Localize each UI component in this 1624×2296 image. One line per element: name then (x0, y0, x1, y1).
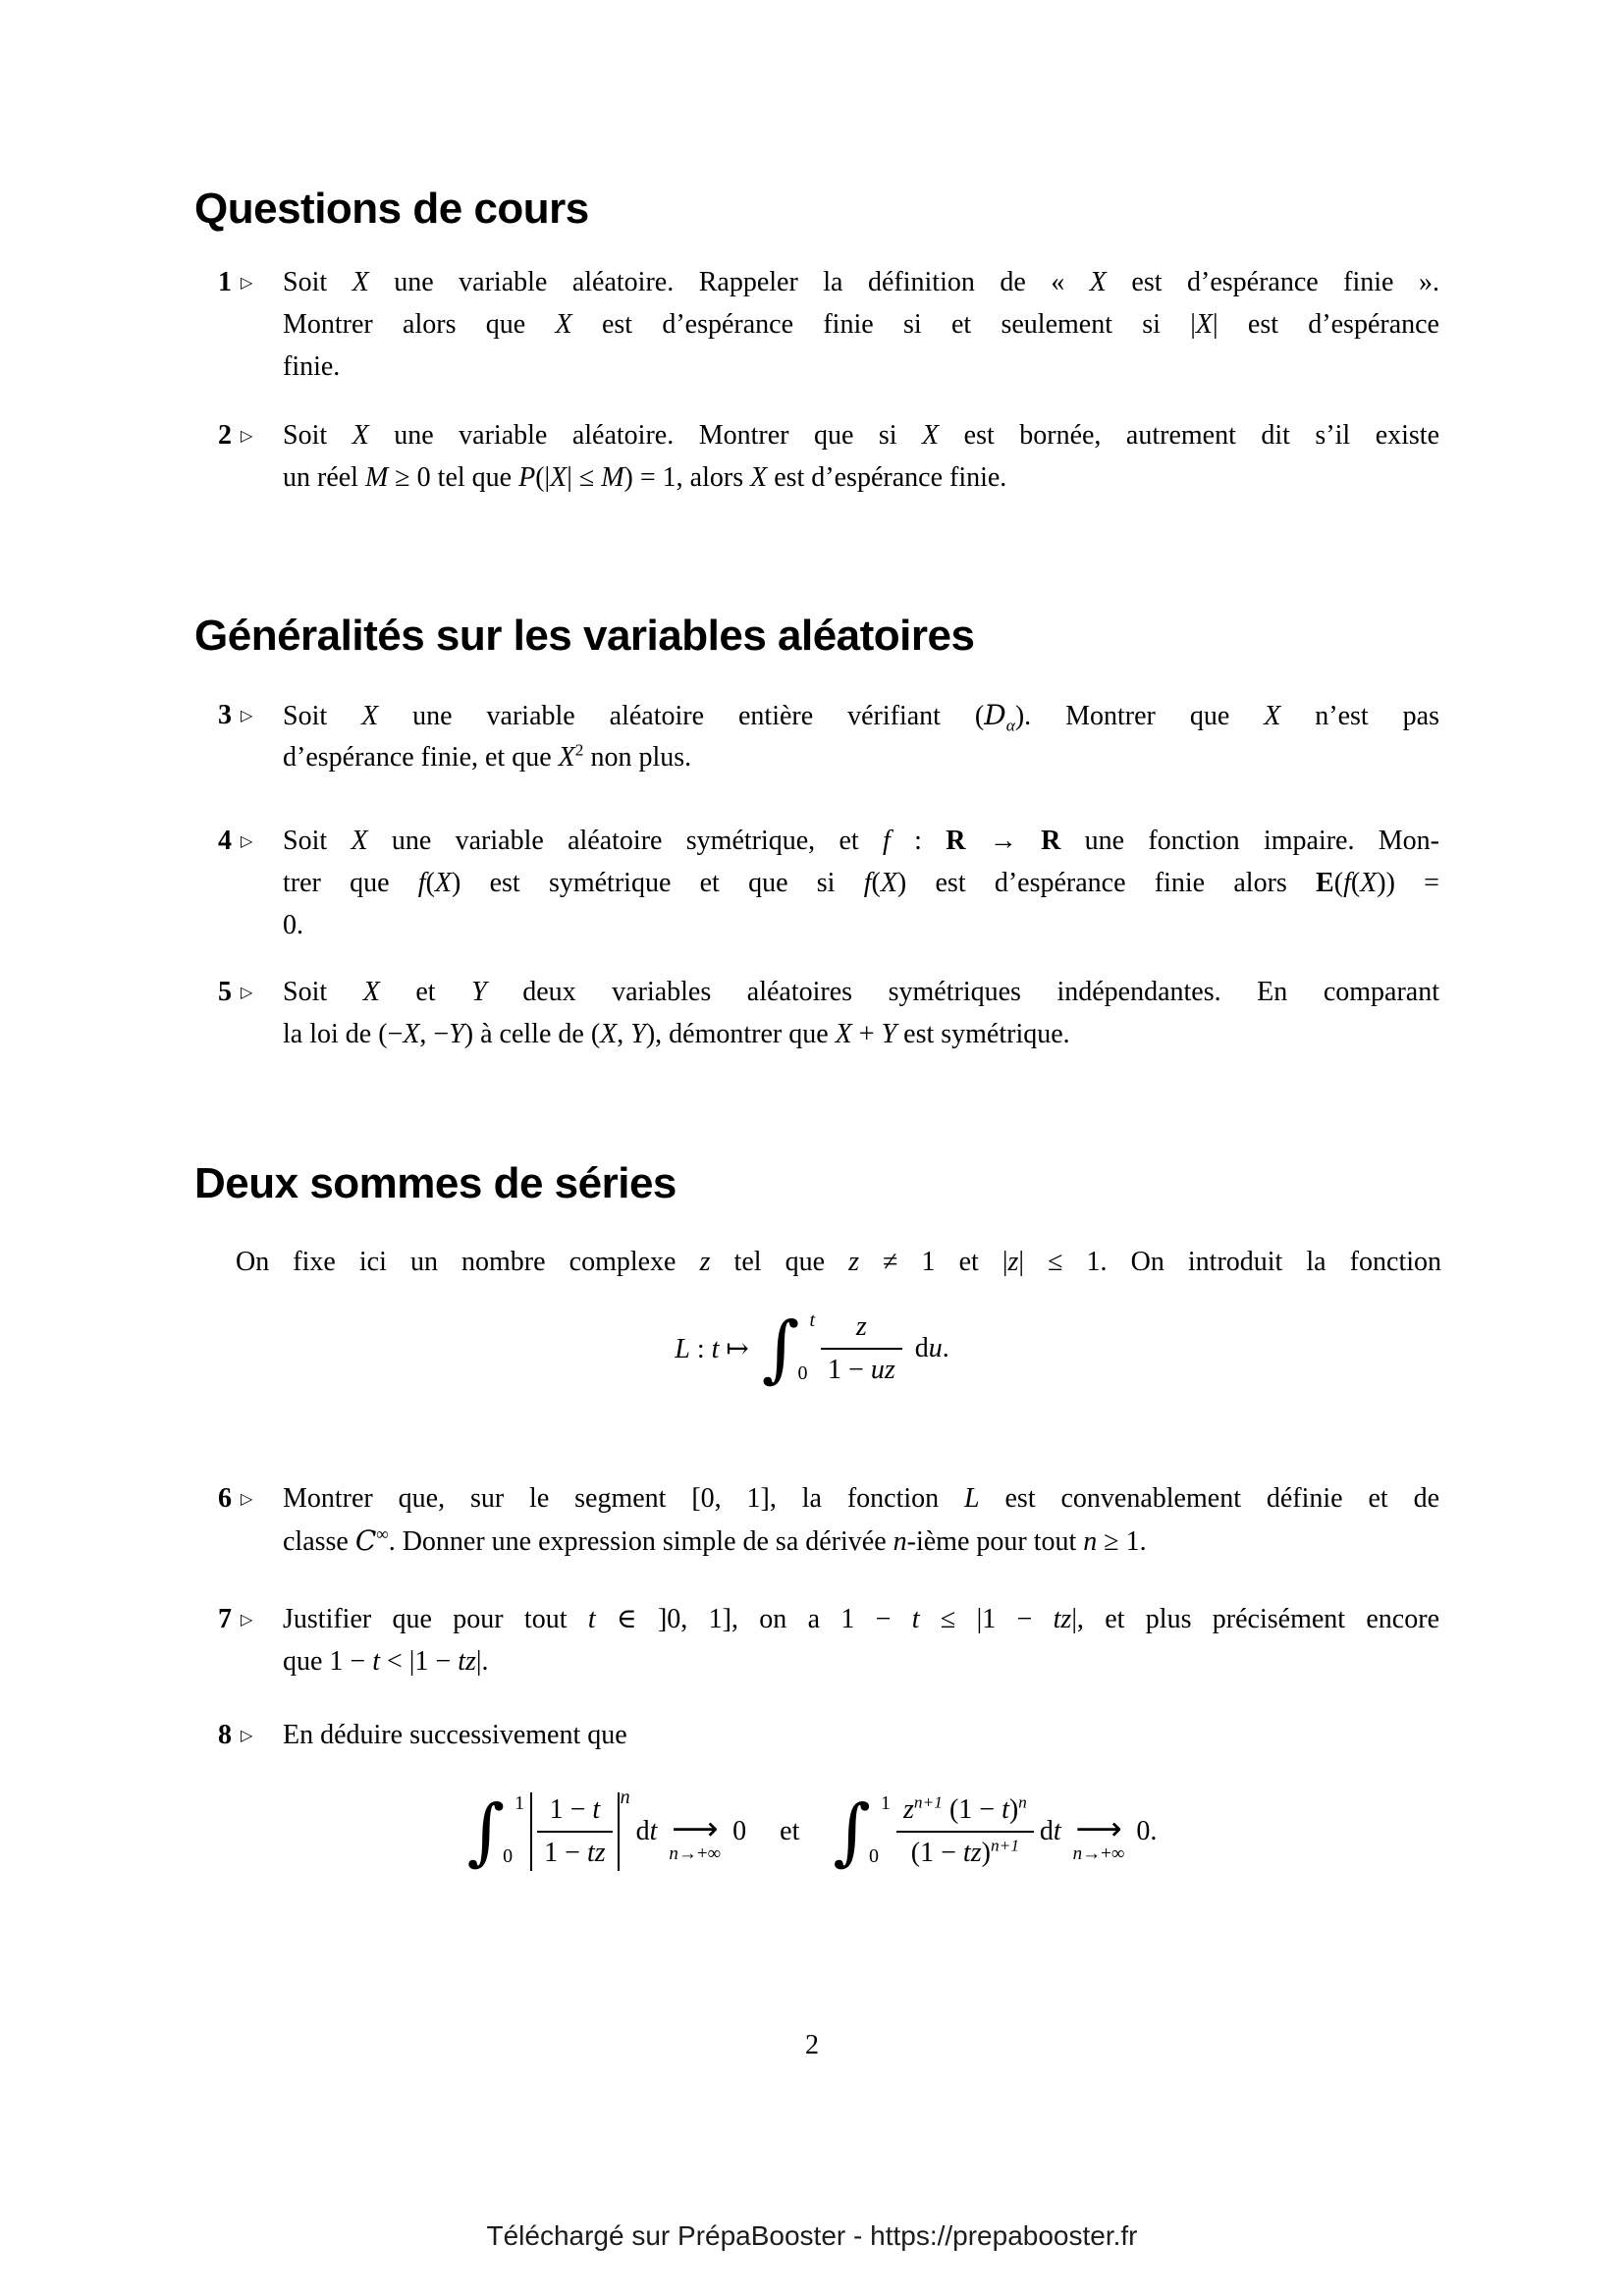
triangle-marker-icon: ▷ (241, 426, 253, 445)
question-item-2 (218, 414, 1439, 499)
integral-group-a (467, 1790, 525, 1874)
question-number: 5 (218, 977, 232, 1007)
question-text (283, 1714, 1439, 1756)
fraction-numerator: $z^{n+1}$ $(1 - t)^n$ (902, 1792, 1027, 1826)
fraction-denominator: 1 − tz (537, 1831, 612, 1869)
question-label (218, 694, 283, 739)
question-label (218, 1598, 283, 1643)
formula-differential: dt (1039, 1816, 1061, 1846)
question-number: 8 (218, 1720, 232, 1750)
question-number: 3 (218, 700, 232, 730)
integral-limits (799, 1308, 815, 1391)
triangle-marker-icon: ▷ (241, 1726, 253, 1744)
question-item-7 (218, 1598, 1439, 1682)
question-label (218, 1477, 283, 1522)
integral-group (762, 1308, 815, 1391)
question-number: 4 (218, 826, 232, 856)
question-text (283, 1477, 1439, 1562)
text-line: Montrer alors que X est d’espérance finie si et seulement si |X| est d’espérance (283, 309, 1439, 340)
page-number: 2 (805, 2030, 819, 2060)
question-item-8 (218, 1714, 1439, 1759)
limit-value: 0 (732, 1816, 747, 1846)
section-title-generalites: Généralités sur les variables aléatoires (194, 612, 975, 660)
question-item-6 (218, 1477, 1439, 1562)
question-label (218, 414, 283, 459)
text-line: trer que f(X) est symétrique et que si f(X) est d’espérance finie alors E(f(X)) = (283, 868, 1439, 898)
question-item-1 (218, 261, 1439, 388)
integral-icon: ∫ (466, 1789, 506, 1874)
text-line: 0. (283, 910, 303, 940)
formula-L-definition (0, 1294, 1624, 1404)
question-text (283, 820, 1439, 946)
question-text (283, 1598, 1439, 1682)
intro-paragraph: On fixe ici un nombre complexe z tel que z ≠ 1 et |z| ≤ 1. On introduit la fonction (236, 1247, 1441, 1277)
formula-lhs: L : t ↦ (675, 1334, 756, 1364)
text-line: Justifier que pour tout t ∈ ]0, 1], on a 1 − t ≤ |1 − tz|, et plus précisément encore (283, 1604, 1439, 1634)
section-title-deux-sommes: Deux sommes de séries (194, 1159, 677, 1207)
text-line: En déduire successivement que (283, 1720, 627, 1750)
text-line: la loi de (−X, −Y) à celle de (X, Y), démontrer que X + Y est symétrique. (283, 1019, 1070, 1049)
question-label (218, 261, 283, 306)
integral-lower-bound: 0 (868, 1844, 879, 1867)
absolute-value-bars (530, 1792, 619, 1870)
section-title-questions-de-cours: Questions de cours (194, 185, 589, 233)
integral-upper-bound: t (809, 1308, 816, 1331)
fraction-denominator: 1 − uz (821, 1348, 902, 1386)
fraction-numerator: z (855, 1311, 867, 1343)
abs-power-group (530, 1787, 630, 1870)
long-arrow-icon: ⟶ (672, 1808, 719, 1847)
question-item-3 (218, 694, 1439, 778)
triangle-marker-icon: ▷ (241, 1610, 253, 1629)
question-number: 2 (218, 420, 232, 451)
limits-formula (0, 1775, 1624, 1889)
integral-limits (868, 1790, 891, 1874)
integral-icon: ∫ (761, 1307, 800, 1391)
text-line: finie. (283, 351, 341, 382)
limit-arrow-group (1072, 1808, 1125, 1865)
long-arrow-icon: ⟶ (1075, 1808, 1122, 1847)
integral-group-b (833, 1790, 891, 1874)
question-text (283, 414, 1439, 499)
et-separator: et (780, 1816, 800, 1846)
exponent: n (620, 1787, 630, 1809)
triangle-marker-icon: ▷ (241, 831, 253, 850)
integral-lower-bound: 0 (797, 1362, 808, 1384)
question-item-5 (218, 971, 1439, 1055)
triangle-marker-icon: ▷ (241, 273, 253, 292)
question-item-4 (218, 820, 1439, 946)
question-number: 6 (218, 1483, 232, 1514)
question-label (218, 1714, 283, 1759)
limit-value: 0. (1136, 1816, 1158, 1846)
question-text (283, 261, 1439, 388)
triangle-marker-icon: ▷ (241, 983, 253, 1001)
question-label (218, 971, 283, 1016)
triangle-marker-icon: ▷ (241, 706, 253, 724)
integral-icon: ∫ (833, 1789, 871, 1874)
text-line: Soit X une variable aléatoire entière vérifiant $(D_\alpha)$. Montrer que X n’est pas (283, 699, 1439, 735)
limit-arrow-label: n→+∞ (1072, 1843, 1125, 1865)
fraction (896, 1794, 1034, 1868)
text-line: Soit X et Y deux variables aléatoires symétriques indépendantes. En comparant (283, 977, 1439, 1007)
question-label (218, 820, 283, 865)
question-text (283, 971, 1439, 1055)
formula-differential: dt (635, 1816, 658, 1846)
footer-credit: Téléchargé sur PrépaBooster - https://prepabooster.fr (486, 2220, 1138, 2251)
fraction-denominator: (1 − tz)$^{n+1}$ (896, 1831, 1034, 1869)
limit-arrow-group (669, 1808, 722, 1865)
fraction (537, 1794, 612, 1868)
limit-arrow-label: n→+∞ (669, 1843, 722, 1865)
text-line: un réel M ≥ 0 tel que P(|X| ≤ M) = 1, alors X est d’espérance finie. (283, 462, 1007, 493)
formula-differential: du. (907, 1333, 949, 1363)
text-line: d’espérance finie, et que $X^2$ non plus. (283, 740, 692, 773)
text-line: Soit X une variable aléatoire symétrique, et f : R → R une fonction impaire. Mon- (283, 826, 1440, 856)
question-number: 1 (218, 267, 232, 297)
integral-lower-bound: 0 (503, 1844, 514, 1867)
integral-limits (505, 1790, 524, 1874)
text-line: Soit X une variable aléatoire. Rappeler la définition de « X est d’espérance finie ». (283, 267, 1439, 297)
text-line: Montrer que, sur le segment [0, 1], la fonction L est convenablement définie et de (283, 1483, 1439, 1514)
question-number: 7 (218, 1604, 232, 1634)
text-line: Soit X une variable aléatoire. Montrer que si X est bornée, autrement dit s’il existe (283, 420, 1439, 451)
integral-upper-bound: 1 (880, 1791, 891, 1814)
triangle-marker-icon: ▷ (241, 1489, 253, 1508)
text-line: que 1 − t < |1 − tz|. (283, 1646, 489, 1677)
fraction-numerator: 1 − t (549, 1794, 601, 1826)
fraction (821, 1311, 902, 1385)
integral-upper-bound: 1 (514, 1791, 525, 1814)
text-line: classe C∞. Donner une expression simple de sa dérivée n-ième pour tout n ≥ 1. (283, 1524, 1147, 1557)
question-text (283, 694, 1439, 778)
